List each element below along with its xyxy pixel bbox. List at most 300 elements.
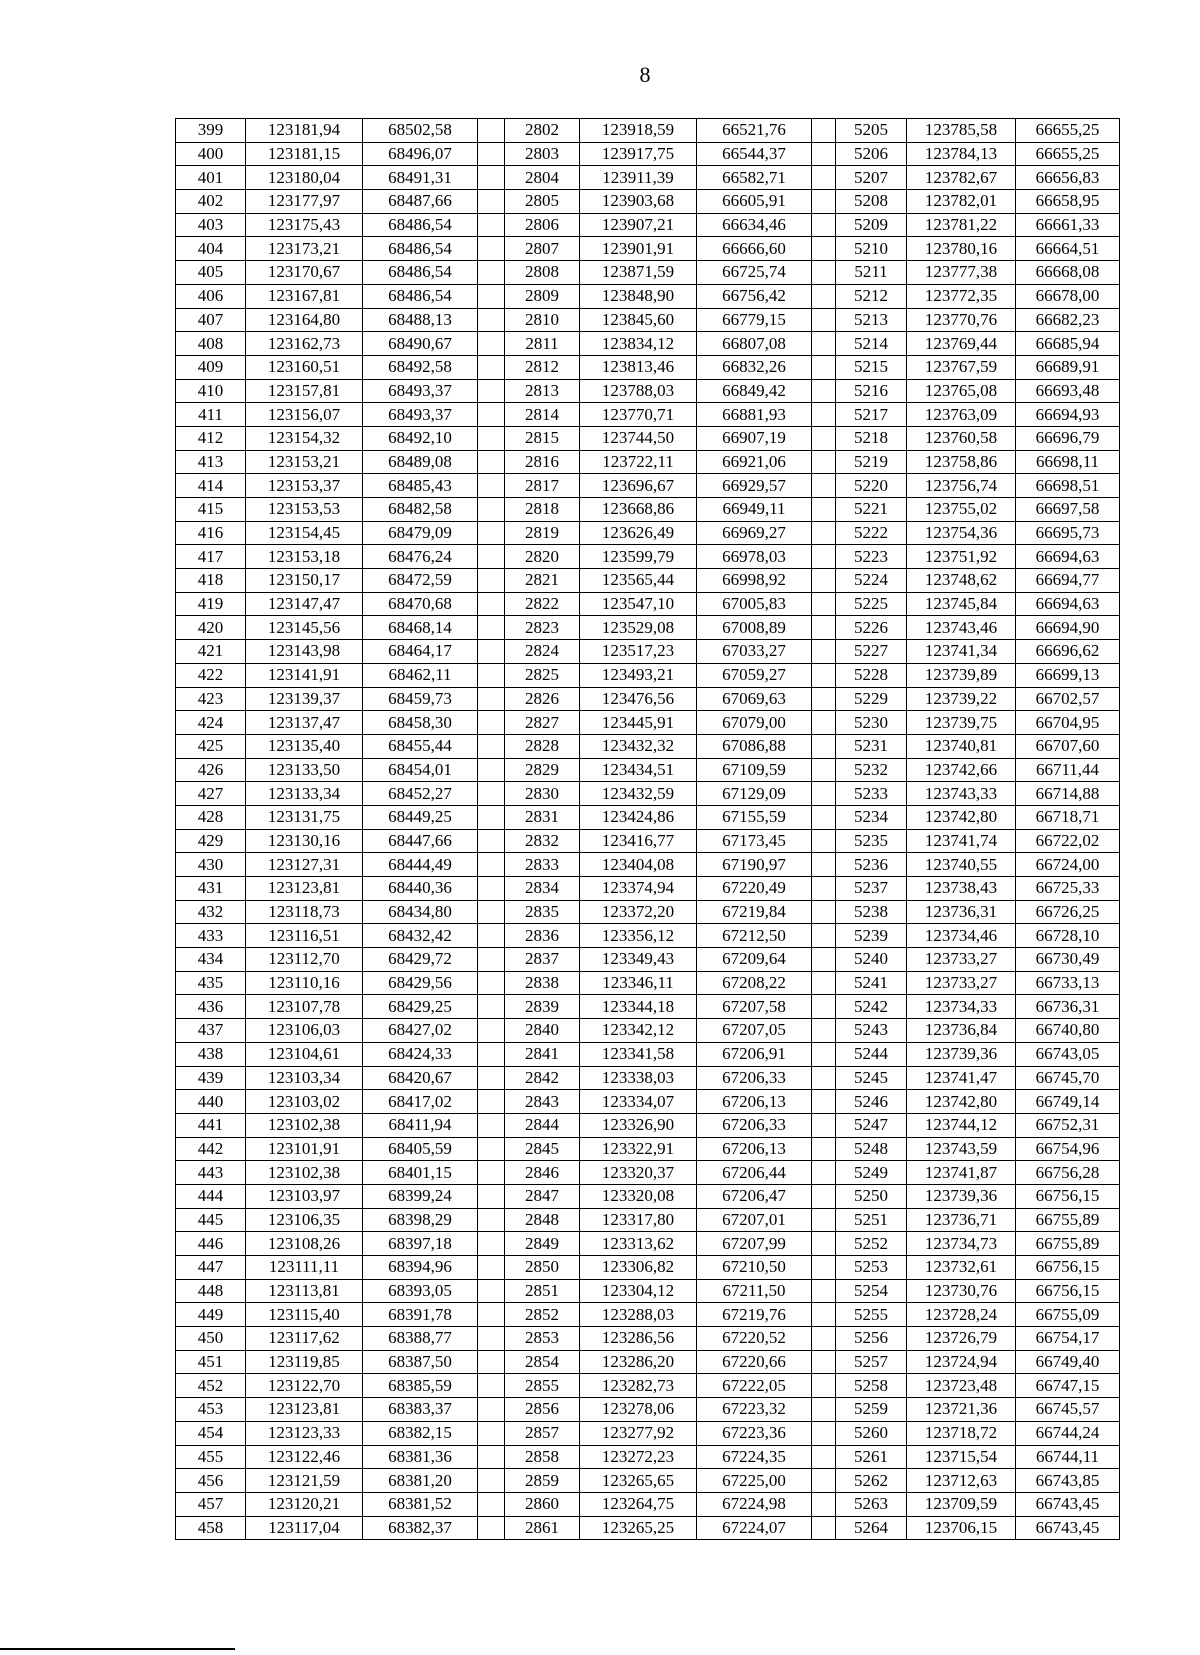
y-coordinate-cell: 66698,11 (1016, 450, 1120, 474)
y-coordinate-cell: 66699,13 (1016, 663, 1120, 687)
y-coordinate-cell: 68472,59 (363, 569, 478, 593)
point-number-cell: 431 (176, 877, 246, 901)
point-number-cell: 5237 (836, 877, 907, 901)
point-number-cell: 2856 (505, 1398, 580, 1422)
separator-cell (478, 213, 505, 237)
point-number-cell: 443 (176, 1161, 246, 1185)
separator-cell (478, 1256, 505, 1280)
separator-cell (478, 1042, 505, 1066)
point-number-cell: 399 (176, 119, 246, 143)
page-number: 8 (639, 62, 651, 87)
table-row (176, 237, 1120, 261)
point-number-cell: 434 (176, 948, 246, 972)
x-coordinate-cell: 123734,73 (907, 1232, 1016, 1256)
point-number-cell: 2853 (505, 1327, 580, 1351)
point-number-cell: 411 (176, 403, 246, 427)
y-coordinate-cell: 66752,31 (1016, 1113, 1120, 1137)
point-number-cell: 407 (176, 308, 246, 332)
y-coordinate-cell: 66655,25 (1016, 142, 1120, 166)
point-number-cell: 2815 (505, 426, 580, 450)
y-coordinate-cell: 68486,54 (363, 213, 478, 237)
x-coordinate-cell: 123782,67 (907, 166, 1016, 190)
y-coordinate-cell: 68381,20 (363, 1469, 478, 1493)
x-coordinate-cell: 123107,78 (246, 995, 363, 1019)
x-coordinate-cell: 123739,75 (907, 711, 1016, 735)
point-number-cell: 5239 (836, 924, 907, 948)
y-coordinate-cell: 66685,94 (1016, 332, 1120, 356)
x-coordinate-cell: 123751,92 (907, 545, 1016, 569)
x-coordinate-cell: 123432,32 (580, 734, 697, 758)
separator-cell (812, 1492, 836, 1516)
y-coordinate-cell: 67224,07 (697, 1516, 812, 1540)
point-number-cell: 2842 (505, 1066, 580, 1090)
y-coordinate-cell: 68476,24 (363, 545, 478, 569)
x-coordinate-cell: 123320,08 (580, 1184, 697, 1208)
x-coordinate-cell: 123374,94 (580, 877, 697, 901)
table-row (176, 450, 1120, 474)
point-number-cell: 5236 (836, 853, 907, 877)
x-coordinate-cell: 123153,37 (246, 474, 363, 498)
separator-cell (478, 1421, 505, 1445)
x-coordinate-cell: 123145,56 (246, 616, 363, 640)
separator-cell (812, 782, 836, 806)
x-coordinate-cell: 123788,03 (580, 379, 697, 403)
x-coordinate-cell: 123162,73 (246, 332, 363, 356)
point-number-cell: 2825 (505, 663, 580, 687)
point-number-cell: 2855 (505, 1374, 580, 1398)
separator-cell (478, 900, 505, 924)
x-coordinate-cell: 123286,20 (580, 1350, 697, 1374)
x-coordinate-cell: 123153,18 (246, 545, 363, 569)
point-number-cell: 2828 (505, 734, 580, 758)
table-row (176, 640, 1120, 664)
x-coordinate-cell: 123739,36 (907, 1042, 1016, 1066)
x-coordinate-cell: 123742,80 (907, 1090, 1016, 1114)
table-row (176, 805, 1120, 829)
y-coordinate-cell: 67207,99 (697, 1232, 812, 1256)
x-coordinate-cell: 123715,54 (907, 1445, 1016, 1469)
y-coordinate-cell: 66724,00 (1016, 853, 1120, 877)
point-number-cell: 436 (176, 995, 246, 1019)
separator-cell (812, 1256, 836, 1280)
point-number-cell: 2860 (505, 1492, 580, 1516)
y-coordinate-cell: 66755,09 (1016, 1303, 1120, 1327)
table-row (176, 687, 1120, 711)
y-coordinate-cell: 66694,77 (1016, 569, 1120, 593)
table-row (176, 166, 1120, 190)
point-number-cell: 2847 (505, 1184, 580, 1208)
point-number-cell: 425 (176, 734, 246, 758)
separator-cell (478, 403, 505, 427)
y-coordinate-cell: 66722,02 (1016, 829, 1120, 853)
x-coordinate-cell: 123871,59 (580, 261, 697, 285)
x-coordinate-cell: 123137,47 (246, 711, 363, 735)
separator-cell (812, 332, 836, 356)
y-coordinate-cell: 68486,54 (363, 284, 478, 308)
y-coordinate-cell: 67206,47 (697, 1184, 812, 1208)
y-coordinate-cell: 68393,05 (363, 1279, 478, 1303)
x-coordinate-cell: 123517,23 (580, 640, 697, 664)
y-coordinate-cell: 66978,03 (697, 545, 812, 569)
separator-cell (478, 711, 505, 735)
point-number-cell: 450 (176, 1327, 246, 1351)
y-coordinate-cell: 68493,37 (363, 403, 478, 427)
table-row (176, 829, 1120, 853)
y-coordinate-cell: 66707,60 (1016, 734, 1120, 758)
y-coordinate-cell: 66740,80 (1016, 1019, 1120, 1043)
separator-cell (478, 924, 505, 948)
separator-cell (478, 190, 505, 214)
y-coordinate-cell: 66743,05 (1016, 1042, 1120, 1066)
x-coordinate-cell: 123160,51 (246, 355, 363, 379)
point-number-cell: 2803 (505, 142, 580, 166)
separator-cell (478, 498, 505, 522)
x-coordinate-cell: 123445,91 (580, 711, 697, 735)
point-number-cell: 2811 (505, 332, 580, 356)
y-coordinate-cell: 67033,27 (697, 640, 812, 664)
x-coordinate-cell: 123120,21 (246, 1492, 363, 1516)
point-number-cell: 404 (176, 237, 246, 261)
x-coordinate-cell: 123264,75 (580, 1492, 697, 1516)
x-coordinate-cell: 123106,03 (246, 1019, 363, 1043)
y-coordinate-cell: 68382,15 (363, 1421, 478, 1445)
x-coordinate-cell: 123341,58 (580, 1042, 697, 1066)
x-coordinate-cell: 123529,08 (580, 616, 697, 640)
separator-cell (812, 166, 836, 190)
x-coordinate-cell: 123733,27 (907, 971, 1016, 995)
x-coordinate-cell: 123741,34 (907, 640, 1016, 664)
x-coordinate-cell: 123156,07 (246, 403, 363, 427)
point-number-cell: 444 (176, 1184, 246, 1208)
x-coordinate-cell: 123112,70 (246, 948, 363, 972)
y-coordinate-cell: 66744,11 (1016, 1445, 1120, 1469)
point-number-cell: 2823 (505, 616, 580, 640)
separator-cell (812, 829, 836, 853)
x-coordinate-cell: 123718,72 (907, 1421, 1016, 1445)
point-number-cell: 2843 (505, 1090, 580, 1114)
point-number-cell: 5210 (836, 237, 907, 261)
point-number-cell: 448 (176, 1279, 246, 1303)
y-coordinate-cell: 66666,60 (697, 237, 812, 261)
x-coordinate-cell: 123736,84 (907, 1019, 1016, 1043)
x-coordinate-cell: 123265,65 (580, 1469, 697, 1493)
table-row (176, 474, 1120, 498)
y-coordinate-cell: 68454,01 (363, 758, 478, 782)
y-coordinate-cell: 66702,57 (1016, 687, 1120, 711)
x-coordinate-cell: 123103,97 (246, 1184, 363, 1208)
x-coordinate-cell: 123780,16 (907, 237, 1016, 261)
point-number-cell: 5243 (836, 1019, 907, 1043)
point-number-cell: 2832 (505, 829, 580, 853)
x-coordinate-cell: 123901,91 (580, 237, 697, 261)
separator-cell (812, 592, 836, 616)
separator-cell (478, 1019, 505, 1043)
point-number-cell: 5241 (836, 971, 907, 995)
y-coordinate-cell: 68424,33 (363, 1042, 478, 1066)
table-row (176, 545, 1120, 569)
x-coordinate-cell: 123130,16 (246, 829, 363, 853)
point-number-cell: 5230 (836, 711, 907, 735)
y-coordinate-cell: 67219,84 (697, 900, 812, 924)
y-coordinate-cell: 66678,00 (1016, 284, 1120, 308)
separator-cell (812, 1019, 836, 1043)
y-coordinate-cell: 66733,13 (1016, 971, 1120, 995)
y-coordinate-cell: 66998,92 (697, 569, 812, 593)
point-number-cell: 417 (176, 545, 246, 569)
point-number-cell: 5223 (836, 545, 907, 569)
y-coordinate-cell: 66694,63 (1016, 545, 1120, 569)
point-number-cell: 2851 (505, 1279, 580, 1303)
separator-cell (812, 450, 836, 474)
y-coordinate-cell: 66698,51 (1016, 474, 1120, 498)
point-number-cell: 5205 (836, 119, 907, 143)
separator-cell (478, 166, 505, 190)
x-coordinate-cell: 123181,15 (246, 142, 363, 166)
x-coordinate-cell: 123116,51 (246, 924, 363, 948)
y-coordinate-cell: 66744,24 (1016, 1421, 1120, 1445)
x-coordinate-cell: 123767,59 (907, 355, 1016, 379)
y-coordinate-cell: 67206,91 (697, 1042, 812, 1066)
x-coordinate-cell: 123135,40 (246, 734, 363, 758)
y-coordinate-cell: 67059,27 (697, 663, 812, 687)
x-coordinate-cell: 123338,03 (580, 1066, 697, 1090)
separator-cell (478, 545, 505, 569)
point-number-cell: 455 (176, 1445, 246, 1469)
x-coordinate-cell: 123133,34 (246, 782, 363, 806)
table-row (176, 1374, 1120, 1398)
x-coordinate-cell: 123108,26 (246, 1232, 363, 1256)
point-number-cell: 2859 (505, 1469, 580, 1493)
y-coordinate-cell: 68420,67 (363, 1066, 478, 1090)
y-coordinate-cell: 66756,42 (697, 284, 812, 308)
x-coordinate-cell: 123432,59 (580, 782, 697, 806)
point-number-cell: 5258 (836, 1374, 907, 1398)
x-coordinate-cell: 123356,12 (580, 924, 697, 948)
table-row (176, 1445, 1120, 1469)
separator-cell (478, 1398, 505, 1422)
x-coordinate-cell: 123782,01 (907, 190, 1016, 214)
table-row (176, 1042, 1120, 1066)
x-coordinate-cell: 123170,67 (246, 261, 363, 285)
point-number-cell: 2809 (505, 284, 580, 308)
table-row (176, 332, 1120, 356)
table-row (176, 971, 1120, 995)
separator-cell (478, 1445, 505, 1469)
y-coordinate-cell: 66725,33 (1016, 877, 1120, 901)
y-coordinate-cell: 67225,00 (697, 1469, 812, 1493)
x-coordinate-cell: 123813,46 (580, 355, 697, 379)
point-number-cell: 400 (176, 142, 246, 166)
point-number-cell: 414 (176, 474, 246, 498)
x-coordinate-cell: 123157,81 (246, 379, 363, 403)
separator-cell (478, 1232, 505, 1256)
y-coordinate-cell: 66696,62 (1016, 640, 1120, 664)
point-number-cell: 441 (176, 1113, 246, 1137)
point-number-cell: 5208 (836, 190, 907, 214)
point-number-cell: 2804 (505, 166, 580, 190)
y-coordinate-cell: 68487,66 (363, 190, 478, 214)
table-row (176, 1066, 1120, 1090)
point-number-cell: 438 (176, 1042, 246, 1066)
point-number-cell: 5220 (836, 474, 907, 498)
point-number-cell: 5235 (836, 829, 907, 853)
separator-cell (812, 1421, 836, 1445)
x-coordinate-cell: 123730,76 (907, 1279, 1016, 1303)
separator-cell (478, 687, 505, 711)
point-number-cell: 454 (176, 1421, 246, 1445)
y-coordinate-cell: 66694,63 (1016, 592, 1120, 616)
separator-cell (812, 521, 836, 545)
separator-cell (812, 1445, 836, 1469)
x-coordinate-cell: 123734,46 (907, 924, 1016, 948)
y-coordinate-cell: 68411,94 (363, 1113, 478, 1137)
point-number-cell: 2812 (505, 355, 580, 379)
point-number-cell: 2802 (505, 119, 580, 143)
separator-cell (478, 1137, 505, 1161)
x-coordinate-cell: 123706,15 (907, 1516, 1016, 1540)
x-coordinate-cell: 123117,62 (246, 1327, 363, 1351)
y-coordinate-cell: 68488,13 (363, 308, 478, 332)
point-number-cell: 416 (176, 521, 246, 545)
separator-cell (812, 1161, 836, 1185)
table-row (176, 1279, 1120, 1303)
point-number-cell: 2829 (505, 758, 580, 782)
separator-cell (812, 1516, 836, 1540)
y-coordinate-cell: 67208,22 (697, 971, 812, 995)
point-number-cell: 410 (176, 379, 246, 403)
y-coordinate-cell: 68388,77 (363, 1327, 478, 1351)
table-row (176, 142, 1120, 166)
x-coordinate-cell: 123278,06 (580, 1398, 697, 1422)
y-coordinate-cell: 66694,93 (1016, 403, 1120, 427)
x-coordinate-cell: 123740,55 (907, 853, 1016, 877)
y-coordinate-cell: 66661,33 (1016, 213, 1120, 237)
y-coordinate-cell: 66682,23 (1016, 308, 1120, 332)
separator-cell (478, 569, 505, 593)
point-number-cell: 426 (176, 758, 246, 782)
y-coordinate-cell: 68429,25 (363, 995, 478, 1019)
x-coordinate-cell: 123754,36 (907, 521, 1016, 545)
x-coordinate-cell: 123758,86 (907, 450, 1016, 474)
x-coordinate-cell: 123127,31 (246, 853, 363, 877)
x-coordinate-cell: 123565,44 (580, 569, 697, 593)
y-coordinate-cell: 67209,64 (697, 948, 812, 972)
separator-cell (478, 474, 505, 498)
x-coordinate-cell: 123167,81 (246, 284, 363, 308)
point-number-cell: 5256 (836, 1327, 907, 1351)
point-number-cell: 5225 (836, 592, 907, 616)
x-coordinate-cell: 123175,43 (246, 213, 363, 237)
y-coordinate-cell: 66725,74 (697, 261, 812, 285)
point-number-cell: 5263 (836, 1492, 907, 1516)
point-number-cell: 5238 (836, 900, 907, 924)
y-coordinate-cell: 66749,40 (1016, 1350, 1120, 1374)
y-coordinate-cell: 66689,91 (1016, 355, 1120, 379)
separator-cell (812, 119, 836, 143)
point-number-cell: 423 (176, 687, 246, 711)
point-number-cell: 2845 (505, 1137, 580, 1161)
y-coordinate-cell: 66749,14 (1016, 1090, 1120, 1114)
x-coordinate-cell: 123173,21 (246, 237, 363, 261)
y-coordinate-cell: 66656,83 (1016, 166, 1120, 190)
y-coordinate-cell: 66694,90 (1016, 616, 1120, 640)
point-number-cell: 2848 (505, 1208, 580, 1232)
separator-cell (812, 734, 836, 758)
y-coordinate-cell: 66849,42 (697, 379, 812, 403)
y-coordinate-cell: 66521,76 (697, 119, 812, 143)
point-number-cell: 5261 (836, 1445, 907, 1469)
x-coordinate-cell: 123346,11 (580, 971, 697, 995)
x-coordinate-cell: 123118,73 (246, 900, 363, 924)
table-row (176, 1184, 1120, 1208)
point-number-cell: 5255 (836, 1303, 907, 1327)
y-coordinate-cell: 67224,35 (697, 1445, 812, 1469)
x-coordinate-cell: 123911,39 (580, 166, 697, 190)
y-coordinate-cell: 66697,58 (1016, 498, 1120, 522)
x-coordinate-cell: 123907,21 (580, 213, 697, 237)
x-coordinate-cell: 123722,11 (580, 450, 697, 474)
x-coordinate-cell: 123404,08 (580, 853, 697, 877)
table-row (176, 1090, 1120, 1114)
y-coordinate-cell: 66718,71 (1016, 805, 1120, 829)
x-coordinate-cell: 123743,33 (907, 782, 1016, 806)
point-number-cell: 2838 (505, 971, 580, 995)
x-coordinate-cell: 123282,73 (580, 1374, 697, 1398)
point-number-cell: 5240 (836, 948, 907, 972)
point-number-cell: 5232 (836, 758, 907, 782)
y-coordinate-cell: 68381,36 (363, 1445, 478, 1469)
point-number-cell: 5231 (836, 734, 907, 758)
x-coordinate-cell: 123122,46 (246, 1445, 363, 1469)
point-number-cell: 401 (176, 166, 246, 190)
x-coordinate-cell: 123476,56 (580, 687, 697, 711)
separator-cell (478, 995, 505, 1019)
separator-cell (812, 1090, 836, 1114)
separator-cell (812, 355, 836, 379)
point-number-cell: 5215 (836, 355, 907, 379)
separator-cell (478, 877, 505, 901)
x-coordinate-cell: 123164,80 (246, 308, 363, 332)
x-coordinate-cell: 123424,86 (580, 805, 697, 829)
point-number-cell: 2833 (505, 853, 580, 877)
y-coordinate-cell: 68444,49 (363, 853, 478, 877)
x-coordinate-cell: 123777,38 (907, 261, 1016, 285)
separator-cell (812, 924, 836, 948)
separator-cell (812, 805, 836, 829)
table-row (176, 1492, 1120, 1516)
separator-cell (812, 308, 836, 332)
x-coordinate-cell: 123726,79 (907, 1327, 1016, 1351)
point-number-cell: 2831 (505, 805, 580, 829)
x-coordinate-cell: 123320,37 (580, 1161, 697, 1185)
separator-cell (812, 261, 836, 285)
y-coordinate-cell: 68455,44 (363, 734, 478, 758)
separator-cell (812, 1327, 836, 1351)
point-number-cell: 440 (176, 1090, 246, 1114)
y-coordinate-cell: 68427,02 (363, 1019, 478, 1043)
separator-cell (478, 261, 505, 285)
point-number-cell: 2826 (505, 687, 580, 711)
point-number-cell: 5262 (836, 1469, 907, 1493)
x-coordinate-cell: 123344,18 (580, 995, 697, 1019)
table-row (176, 521, 1120, 545)
point-number-cell: 418 (176, 569, 246, 593)
y-coordinate-cell: 66711,44 (1016, 758, 1120, 782)
point-number-cell: 419 (176, 592, 246, 616)
y-coordinate-cell: 66921,06 (697, 450, 812, 474)
separator-cell (812, 403, 836, 427)
point-number-cell: 2858 (505, 1445, 580, 1469)
